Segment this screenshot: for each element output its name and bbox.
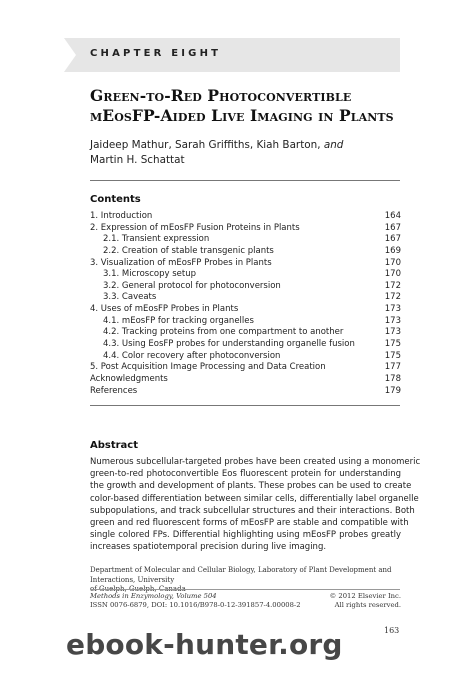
toc-entry-title: 3. Visualization of mEosFP Probes in Plants <box>90 257 272 268</box>
toc-entry-title: 4.2. Tracking proteins from one compartment to another <box>103 327 344 338</box>
toc-entry-page: 173 <box>384 304 401 315</box>
abstract-line: increases spatiotemporal precision during live imaging. <box>90 542 327 553</box>
toc-entry[interactable] <box>90 386 401 398</box>
abstract-line: green-to-red photoconvertible Eos fluorescent protein for understanding <box>90 469 401 480</box>
toc-entry-title: 3.1. Microscopy setup <box>103 269 197 280</box>
toc-entry-page: 164 <box>384 211 401 221</box>
toc-entry[interactable] <box>90 211 401 223</box>
toc-entry[interactable] <box>90 316 401 328</box>
toc-entry-title: 1. Introduction <box>90 211 153 221</box>
abstract-line: color-based differentiation between similar cells, differentially label organelle <box>90 493 419 504</box>
toc-entry-page: 167 <box>384 222 401 233</box>
page-number: 163 <box>384 626 400 635</box>
toc-entry-page: 167 <box>384 234 401 245</box>
toc-entry-page: 172 <box>384 280 401 291</box>
abstract-line: single colored FPs. Differential highlighting using mEosFP probes greatly <box>90 530 401 541</box>
toc-entry[interactable] <box>90 327 401 339</box>
toc-entry-title: 4. Uses of mEosFP Probes in Plants <box>90 304 239 315</box>
toc-entry[interactable] <box>90 362 401 374</box>
chapter-title-line-1: Green-to-Red Photoconvertible <box>90 86 352 105</box>
toc-entry-page: 170 <box>384 269 401 280</box>
toc-entry[interactable] <box>90 292 401 304</box>
toc-entry-title: 4.1. mEosFP for tracking organelles <box>103 315 254 326</box>
rule-top <box>90 180 400 181</box>
toc-entry[interactable] <box>90 246 401 258</box>
chapter-banner-notch <box>64 38 76 72</box>
affiliation-line-1: Department of Molecular and Cellular Biology, Laboratory of Plant Development and Interactions, University <box>90 566 392 584</box>
author-list <box>90 138 410 168</box>
abstract-line: subpopulations, and track subcellular structures and their interactions. Both <box>90 505 415 516</box>
table-of-contents <box>90 211 401 397</box>
author-names-1: Jaideep Mathur, Sarah Griffiths, Kiah Barton, <box>90 139 321 151</box>
toc-entry-title: 3.3. Caveats <box>103 292 157 303</box>
rights: All rights reserved. <box>334 601 401 609</box>
toc-entry[interactable] <box>90 258 401 270</box>
toc-entry[interactable] <box>90 339 401 351</box>
toc-entry-title: 4.4. Color recovery after photoconversion <box>103 350 281 361</box>
affiliation-line-2: of Guelph, Guelph, Canada <box>90 585 186 593</box>
journal-volume: Methods in Enzymology, Volume 504 <box>90 592 217 600</box>
toc-entry-title: Acknowledgments <box>90 373 168 384</box>
abstract-body <box>90 456 421 554</box>
author-line-1 <box>90 138 410 153</box>
toc-entry-page: 179 <box>384 385 401 396</box>
abstract-heading: Abstract <box>90 440 139 451</box>
toc-entry-page: 173 <box>384 327 401 338</box>
toc-entry-title: 2.2. Creation of stable transgenic plants <box>103 245 274 256</box>
watermark-text: ebook-hunter.org <box>66 628 343 661</box>
toc-entry-title: 2. Expression of mEosFP Fusion Proteins in Plants <box>90 222 300 233</box>
toc-entry-page: 172 <box>384 292 401 303</box>
rule-bottom <box>90 405 400 406</box>
toc-entry-page: 170 <box>384 257 401 268</box>
abstract-line: green and red fluorescent forms of mEosFP are stable and compatible with <box>90 518 409 529</box>
abstract-line: the growth and development of plants. These probes can be used to create <box>90 481 412 492</box>
toc-entry-title: References <box>90 385 138 396</box>
toc-entry[interactable] <box>90 374 401 386</box>
toc-entry-page: 178 <box>384 373 401 384</box>
toc-entry-page: 175 <box>384 350 401 361</box>
affiliation <box>90 566 408 595</box>
rule-footer <box>90 589 400 590</box>
toc-entry[interactable] <box>90 281 401 293</box>
toc-entry-page: 177 <box>384 362 401 373</box>
contents-heading: Contents <box>90 194 141 205</box>
chapter-title-line-2: mEosFP-Aided Live Imaging in Plants <box>90 106 394 125</box>
copyright: © 2012 Elsevier Inc. <box>329 592 401 600</box>
author-and: and <box>323 139 344 151</box>
toc-entry-page: 173 <box>384 315 401 326</box>
chapter-title <box>90 86 420 126</box>
toc-entry-page: 175 <box>384 339 401 350</box>
toc-entry-title: 3.2. General protocol for photoconversion <box>103 280 281 291</box>
toc-entry[interactable] <box>90 304 401 316</box>
toc-entry[interactable] <box>90 269 401 281</box>
abstract-line: Numerous subcellular-targeted probes have been created using a monomeric <box>90 457 421 467</box>
toc-entry-title: 5. Post Acquisition Image Processing and Data Creation <box>90 362 326 373</box>
toc-entry[interactable] <box>90 223 401 235</box>
toc-entry-title: 2.1. Transient expression <box>103 234 210 245</box>
issn-doi: ISSN 0076-6879, DOI: 10.1016/B978-0-12-391857-4.00008-2 <box>90 601 301 609</box>
author-line-2: Martin H. Schattat <box>90 154 185 166</box>
toc-entry[interactable] <box>90 234 401 246</box>
toc-entry-page: 169 <box>384 245 401 256</box>
toc-entry-title: 4.3. Using EosFP probes for understanding organelle fusion <box>103 339 355 350</box>
chapter-label: CHAPTER EIGHT <box>90 48 222 59</box>
toc-entry[interactable] <box>90 351 401 363</box>
